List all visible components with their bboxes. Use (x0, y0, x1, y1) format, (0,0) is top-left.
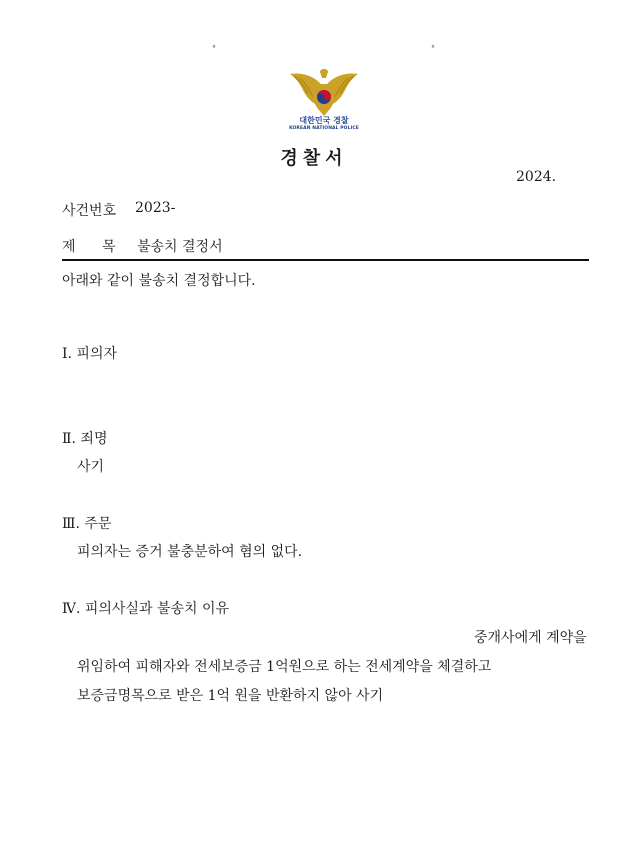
emblem-caption-korean: 대한민국 경찰 (299, 116, 349, 125)
section-4-body-line-1: 중개사에게 계약을 (474, 630, 587, 646)
section-1-heading: Ⅰ. 피의자 (62, 346, 118, 362)
case-number-label: 사건번호 (62, 203, 117, 219)
case-number-value: 2023- (135, 200, 176, 216)
subject-value: 불송치 결정서 (137, 239, 223, 255)
section-3-body: 피의자는 증거 불충분하여 혐의 없다. (77, 544, 303, 560)
emblem-caption-english: KOREAN NATIONAL POLICE (289, 126, 359, 131)
section-3-heading: Ⅲ. 주문 (62, 516, 112, 532)
section-4-body-line-3: 보증금명목으로 받은 1억 원을 반환하지 않아 사기 (77, 688, 384, 704)
section-4-heading: Ⅳ. 피의사실과 불송치 이유 (62, 601, 230, 617)
top-dot-left: ° (212, 44, 216, 53)
section-2-heading: Ⅱ. 죄명 (62, 431, 108, 447)
intro-text: 아래와 같이 불송치 결정합니다. (62, 273, 256, 289)
section-4-body-line-2: 위임하여 피해자와 전세보증금 1억원으로 하는 전세계약을 체결하고 (77, 659, 492, 675)
document-title: 경찰서 (280, 148, 348, 169)
document-date: 2024. (516, 169, 557, 185)
emblem-caption (288, 116, 360, 132)
top-dot-right: ° (431, 44, 435, 53)
subject-label-char-2: 목 (102, 239, 116, 255)
section-2-body: 사기 (77, 459, 105, 475)
subject-label-char-1: 제 (62, 239, 76, 255)
header-divider (62, 259, 589, 261)
